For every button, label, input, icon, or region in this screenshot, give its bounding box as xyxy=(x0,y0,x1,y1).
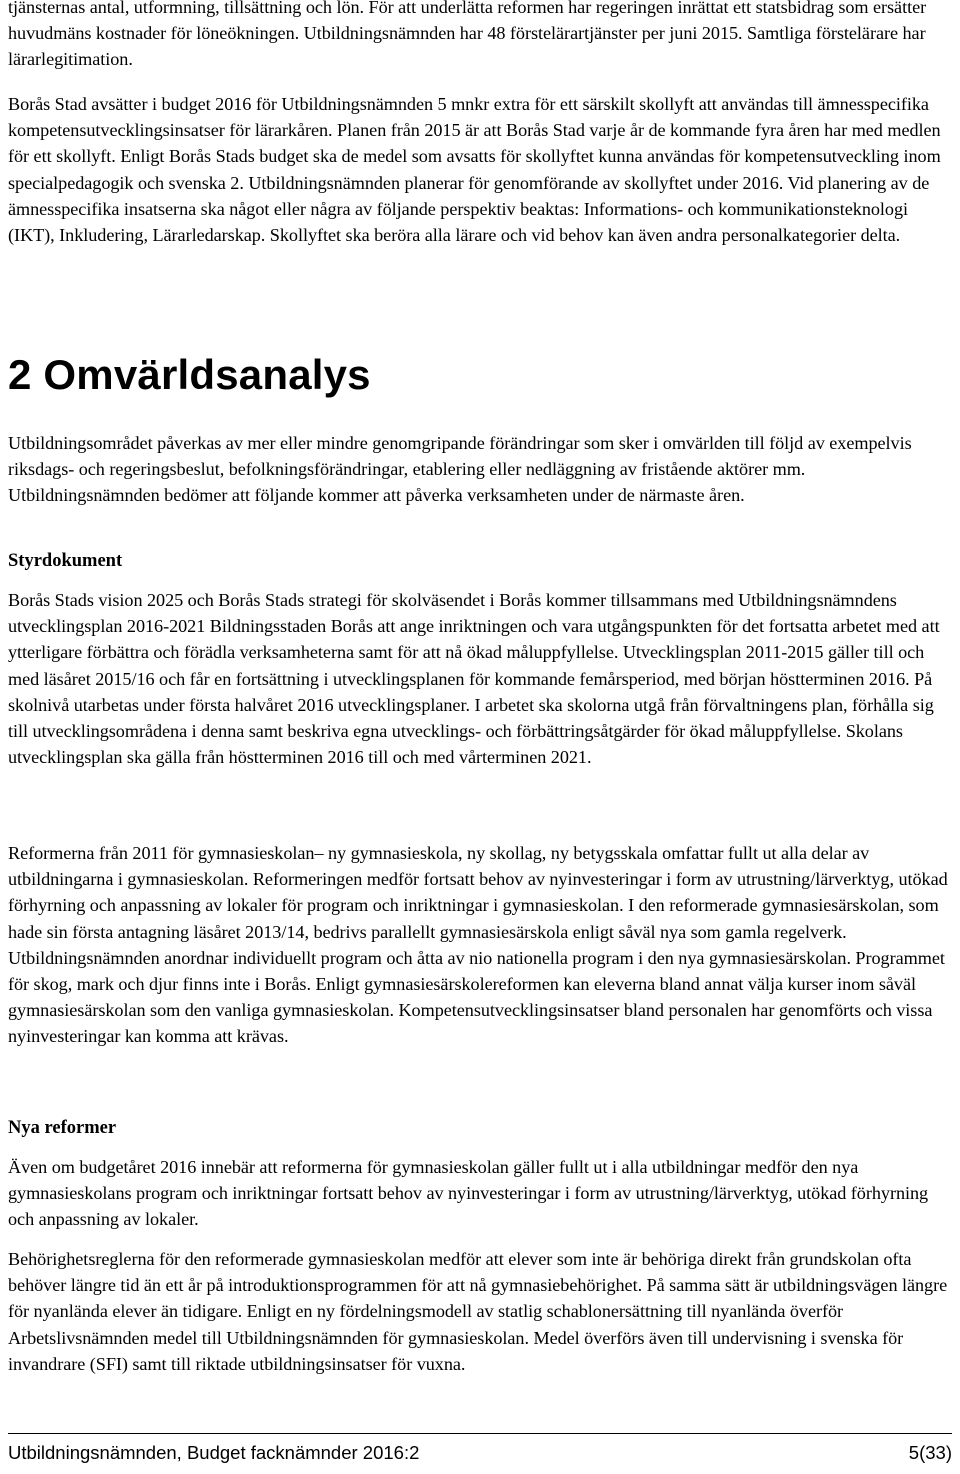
footer-document-title: Utbildningsnämnden, Budget facknämnder 2016:2 xyxy=(8,1442,420,1463)
subheading-nya-reformer: Nya reformer xyxy=(8,1118,117,1138)
paragraph-styrdokument: Borås Stads vision 2025 och Borås Stads strategi för skolväsendet i Borås kommer tillsammans med Utbildningsnämndens utvecklingsplan 2016-2021 Bildningsstaden Borås att ange inriktningen och vara utgångspunkten för det fortsatta arbetet med att ytterligare förbättra och förädla verksamheterna samt för att nå ökad måluppfyllelse. Utvecklingsplan 2011-2015 gäller till och med läsåret 2015/16 och får en fortsättning i utvecklingsplanen för kommande femårsperiod, med början höstterminen 2016. På skolnivå utarbetas under första halvåret 2016 utvecklingsplaner. I arbetet ska skolorna utgå från förvaltningens plan, förhålla sig till utvecklingsområdena i denna samt beskriva egna utvecklings- och förbättringsåtgärder för ökad måluppfyllelse. Skolans utvecklingsplan ska gälla från höstterminen 2016 till och med vårterminen 2021. xyxy=(8,590,940,768)
footer-divider xyxy=(8,1433,952,1434)
subheading-styrdokument: Styrdokument xyxy=(8,551,123,571)
paragraph-nya-reformer: Även om budgetåret 2016 innebär att reformerna för gymnasieskolan gäller fullt ut i alla utbildningar medför den nya gymnasieskolans program och inriktningar fortsatt behov av nyinvesteringar i form av utrustning/lärverktyg, utökad förhyrning och anpassning av lokaler. xyxy=(8,1157,929,1230)
paragraph-intro-continued: tjänsternas antal, utformning, tillsättning och lön. För att underlätta reformen har regeringen inrättat ett statsbidrag som ersätter huvudmäns kostnader för löneökningen. Utbildningsnämnden har 48 förstelärartjänster per juni 2015. Samtliga förstelärare har lärarlegitimation. xyxy=(8,0,927,70)
paragraph-omvarld-intro: Utbildningsområdet påverkas av mer eller mindre genomgripande förändringar som sker i omvärlden till följd av exempelvis riksdags- och regeringsbeslut, befolkningsförändringar, etablering eller nedläggning av fristående aktörer mm. Utbildningsnämnden bedömer att följande kommer att påverka verksamheten under de närmaste åren. xyxy=(8,433,912,506)
paragraph-boras-budget: Borås Stad avsätter i budget 2016 för Utbildningsnämnden 5 mnkr extra för ett särskilt skollyft att användas till ämnesspecifika kompetensutvecklingsinsatser för lärarkåren. Planen från 2015 är att Borås Stad varje år de kommande fyra åren har med medlen för ett skollyft. Enligt Borås Stads budget ska de medel som avsatts för skollyftet kunna användas för kompetensutveckling inom specialpedagogik och svenska 2. Utbildningsnämnden planerar för genomförande av skollyftet under 2016. Vid planering av de ämnesspecifika insatserna ska något eller några av följande perspektiv beaktas: Informations- och kommunikationsteknologi (IKT), Inkludering, Lärarledarskap. Skollyftet ska beröra alla lärare och vid behov kan även andra personalkategorier delta. xyxy=(8,94,941,246)
paragraph-behorighet: Behörighetsreglerna för den reformerade gymnasieskolan medför att elever som inte är behöriga direkt från grundskolan ofta behöver längre tid än ett år på introduktionsprogrammen för att nå gymnasiebehörighet. På samma sätt är utbildningsvägen längre för nyanlända elever än tidigare. Enligt en ny fördelningsmodell av statlig schablonersättning till nyanlända överför Arbetslivsnämnden medel till Utbildningsnämnden för gymnasieskolan. Medel överförs även till undervisning i svenska för invandrare (SFI) samt till riktade utbildningsinsatser för vuxna. xyxy=(8,1249,948,1374)
section-heading-omvarldsanalys: 2 Omvärldsanalys xyxy=(8,351,371,398)
paragraph-reform-2011: Reformerna från 2011 för gymnasieskolan– ny gymnasieskola, ny skollag, ny betygsskala omfattar fullt ut alla delar av utbildningarna i gymnasieskolan. Reformeringen medför fortsatt behov av nyinvesteringar i form av utrustning/lärverktyg, utökad förhyrning och anpassning av lokaler för program och inriktningar i gymnasieskolan. I den reformerade gymnasiesärskolan, som hade sin första antagning läsåret 2013/14, bedrivs parallellt gymnasiesärskola enligt såväl nya som gamla regelverk. Utbildningsnämnden anordnar individuellt program och åtta av nio nationella program i den nya gymnasiesärskolan. Programmet för skog, mark och djur finns inte i Borås. Enligt gymnasiesärskolereformen kan eleverna bland annat välja kurser inom såväl gymnasiesärskolan som den vanliga gymnasieskolan. Kompetensutvecklingsinsatser bland personalen har genomförts och vissa nyinvesteringar kan komma att krävas. xyxy=(8,843,948,1047)
footer-page-number: 5(33) xyxy=(908,1442,952,1463)
page-footer xyxy=(8,1438,952,1468)
